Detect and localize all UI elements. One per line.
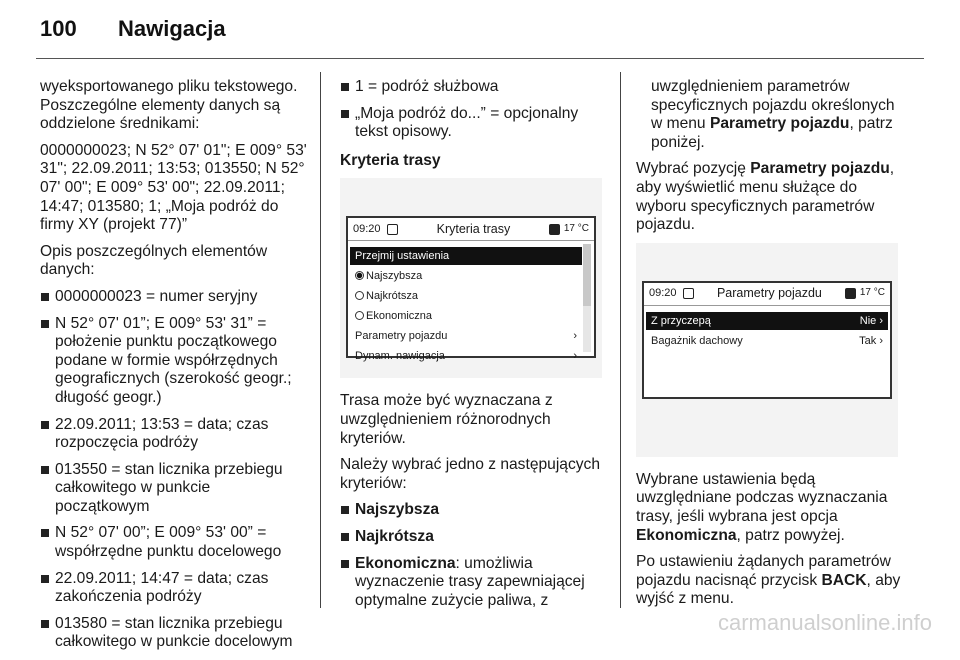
list-item: „Moja podróż do...” = opcjonalny tekst opisowy. [340, 105, 604, 142]
display-screen [642, 281, 892, 399]
menu-item-z-przyczepa[interactable]: Z przyczepą Nie › [646, 312, 888, 330]
screen-title: Parametry pojazdu [716, 286, 822, 301]
list-item: Najszybsza [340, 501, 604, 520]
list-item: N 52° 07' 01”; E 009° 53' 31” = położenie punktu początkowego podane w formie współrzędnych geograficznych (szerokość geogr.; długość geogr.) [40, 315, 308, 408]
display-screen [346, 216, 596, 363]
page-title: Nawigacja [118, 16, 226, 41]
chevron-right-icon: › [573, 330, 577, 343]
section-heading: Kryteria trasy [340, 151, 441, 169]
paragraph: Wybrać pozycję Parametry pojazdu, aby wyświetlić menu służące do wyboru specyficznych parametrów pojazdu. [636, 160, 895, 234]
paragraph: Trasa może być wyznaczana z uwzględnieniem różnorodnych kryteriów. [340, 392, 553, 447]
menu-item-najszybsza[interactable]: Najszybsza [350, 267, 582, 285]
menu-item-przejmij[interactable]: Przejmij ustawienia [350, 247, 582, 265]
list-item: Ekonomiczna: umożliwia wyznaczenie trasy zapewniającej optymalne zużycie paliwa, z [340, 555, 604, 611]
menu-item-bagaznik[interactable]: Bagażnik dachowy Tak › [651, 334, 883, 347]
menu-item-najkrotsza[interactable]: Najkrótsza [350, 287, 582, 305]
paragraph: wyeksportowanego pliku tekstowego. Poszczególne elementy danych są oddzielone średnikami: [40, 78, 298, 133]
paragraph: Wybrane ustawienia będą uwzględniane podczas wyznaczania trasy, jeśli wybrana jest opcja Ekonomiczna, patrz powyżej. [636, 470, 888, 544]
paragraph: uwzględnieniem parametrów specyficznych pojazdu określonych w menu Parametry pojazdu, patrz poniżej. [651, 78, 895, 151]
menu-item-parametry[interactable]: Parametry pojazdu › [350, 327, 582, 345]
chevron-right-icon: › [879, 334, 883, 347]
chevron-right-icon: › [879, 314, 883, 327]
column-1 [40, 78, 308, 660]
temperature: 17 °C [563, 223, 589, 235]
clock: 09:20 [649, 287, 677, 300]
list-item: Najkrótsza [340, 528, 604, 547]
bullet-list [340, 78, 604, 142]
radio-icon [355, 311, 364, 320]
page-header [40, 16, 226, 42]
column-3 [636, 78, 906, 617]
list-item: 1 = podróż służbowa [340, 78, 604, 97]
phone-icon [845, 288, 856, 299]
paragraph: 0000000023; N 52° 07' 01"; E 009° 53' 31"; 22.09.2011; 13:53; 013550; N 52° 07' 00"; E 009° 53' 00"; 22.09.2011; 14:47; 013580; 1; „Moja podróż do firmy XY (projekt 77)” [40, 141, 307, 234]
paragraph: Po ustawieniu żądanych parametrów pojazdu nacisnąć przycisk BACK, aby wyjść z menu. [636, 553, 901, 608]
watermark: carmanualsonline.info [717, 610, 932, 635]
scrollbar-thumb[interactable] [583, 244, 591, 306]
chevron-right-icon: › [573, 350, 577, 363]
menu-item-dynam-nawigacja[interactable]: Dynam. nawigacja › [350, 347, 582, 365]
list-item: 0000000023 = numer seryjny [40, 288, 308, 307]
bullet-list [340, 501, 604, 610]
list-item: 22.09.2011; 13:53 = data; czas rozpoczęcia podróży [40, 416, 308, 453]
navigation-icon [683, 288, 694, 299]
list-item: 013580 = stan licznika przebiegu całkowitego w punkcie docelowym [40, 615, 308, 652]
menu-item-ekonomiczna[interactable]: Ekonomiczna [350, 307, 582, 325]
paragraph: Opis poszczególnych elementów danych: [40, 242, 268, 279]
page-number: 100 [40, 16, 77, 41]
clock: 09:20 [353, 223, 381, 236]
header-rule [36, 58, 924, 59]
bullet-list [40, 288, 308, 652]
column-divider [620, 72, 621, 608]
radio-selected-icon [355, 271, 364, 280]
status-bar [348, 218, 594, 241]
status-bar [644, 283, 890, 306]
temperature: 17 °C [859, 287, 885, 299]
column-2 [340, 78, 604, 618]
list-item: N 52° 07' 00”; E 009° 53' 00” = współrzędne punktu docelowego [40, 524, 308, 561]
list-item: 22.09.2011; 14:47 = data; czas zakończenia podróży [40, 570, 308, 607]
scrollbar[interactable] [583, 244, 591, 352]
list-item: 013550 = stan licznika przebiegu całkowitego w punkcie początkowym [40, 461, 308, 517]
radio-icon [355, 291, 364, 300]
paragraph: Należy wybrać jedno z następujących kryteriów: [340, 456, 601, 492]
screen-illustration-vehicle-params [636, 243, 898, 457]
navigation-icon [387, 224, 398, 235]
phone-icon [549, 224, 560, 235]
column-divider [320, 72, 321, 608]
screen-illustration-route-criteria [340, 178, 602, 378]
screen-title: Kryteria trasy [436, 222, 511, 237]
